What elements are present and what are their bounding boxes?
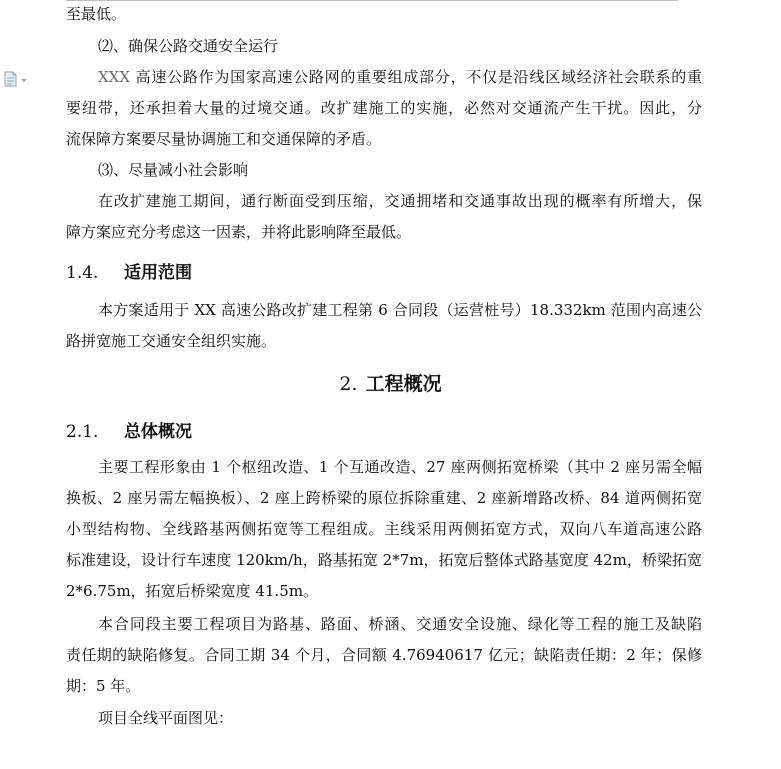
overview-p1-line-5: 2*6.75m，拓宽后桥梁宽度 41.5m。 [66,582,319,600]
subsection-3-line-1: 在改扩建施工期间，通行断面受到压缩，交通拥堵和交通事故出现的概率有所增大，保 [98,192,702,210]
subsection-heading-3: ⑶、尽量减小社会影响 [98,161,249,179]
overview-p2-line-2: 责任期的缺陷修复。合同工期 34 个月，合同额 4.76940617 亿元；缺陷责任期：2 年；保修 [66,646,702,664]
overview-p1-line-4: 标准建设，设计行车速度 120km/h，路基拓宽 2*7m，拓宽后整体式路基宽度 42m，桥梁拓宽 [66,551,702,569]
section-number: 1.4. [66,263,99,283]
overview-p3: 项目全线平面图见： [98,709,234,727]
overview-p2-line-3: 期：5 年。 [66,677,141,695]
section-number: 2.1. [66,422,99,442]
section-1-4-line-2: 路拼宽施工交通安全组织实施。 [66,332,277,350]
subsection-3-line-2: 障方案应充分考虑这一因素，并将此影响降至最低。 [66,223,412,241]
paragraph-tail: 至最低。 [66,5,127,23]
placeholder-name: XXX [98,68,131,86]
section-title: 总体概况 [124,422,192,442]
section-1-4-line-1: 本方案适用于 XX 高速公路改扩建工程第 6 合同段（运营桩号）18.332km 范围内高速公 [98,301,702,319]
overview-p1-line-1: 主要工程形象由 1 个枢纽改造、1 个互通改造、27 座两侧拓宽桥梁（其中 2 座另需全幅 [98,458,702,476]
section-heading-2-1 [66,421,192,443]
subsection-2-line-1 [98,67,702,87]
chapter-heading-2 [0,372,781,396]
subsection-heading-2: ⑵、确保公路交通安全运行 [98,37,279,55]
document-dropdown-icon[interactable] [3,71,29,87]
overview-p1-line-2: 换板、2 座另需左幅换板）、2 座上跨桥梁的原位拆除重建、2 座新增路改桥、84 道两侧拓宽 [66,489,702,507]
overview-p2-line-1: 本合同段主要工程项目为路基、路面、桥涵、交通安全设施、绿化等工程的施工及缺陷 [98,615,702,633]
page-top-border [66,0,678,1]
subsection-2-line-3: 流保障方案要尽量协调施工和交通保障的矛盾。 [66,130,382,148]
chapter-title: 工程概况 [365,373,442,395]
section-heading-1-4 [66,262,192,284]
overview-p1-line-3: 小型结构物、全线路基两侧拓宽等工程组成。主线采用两侧拓宽方式，双向八车道高速公路 [66,520,702,538]
chapter-number: 2. [339,373,358,395]
subsection-2-line-2: 要纽带，还承担着大量的过境交通。改扩建施工的实施，必然对交通流产生干扰。因此，分 [66,99,702,117]
subsection-2-line-1-text: 高速公路作为国家高速公路网的重要组成部分，不仅是沿线区域经济社会联系的重 [130,68,702,86]
section-title: 适用范围 [124,263,192,283]
